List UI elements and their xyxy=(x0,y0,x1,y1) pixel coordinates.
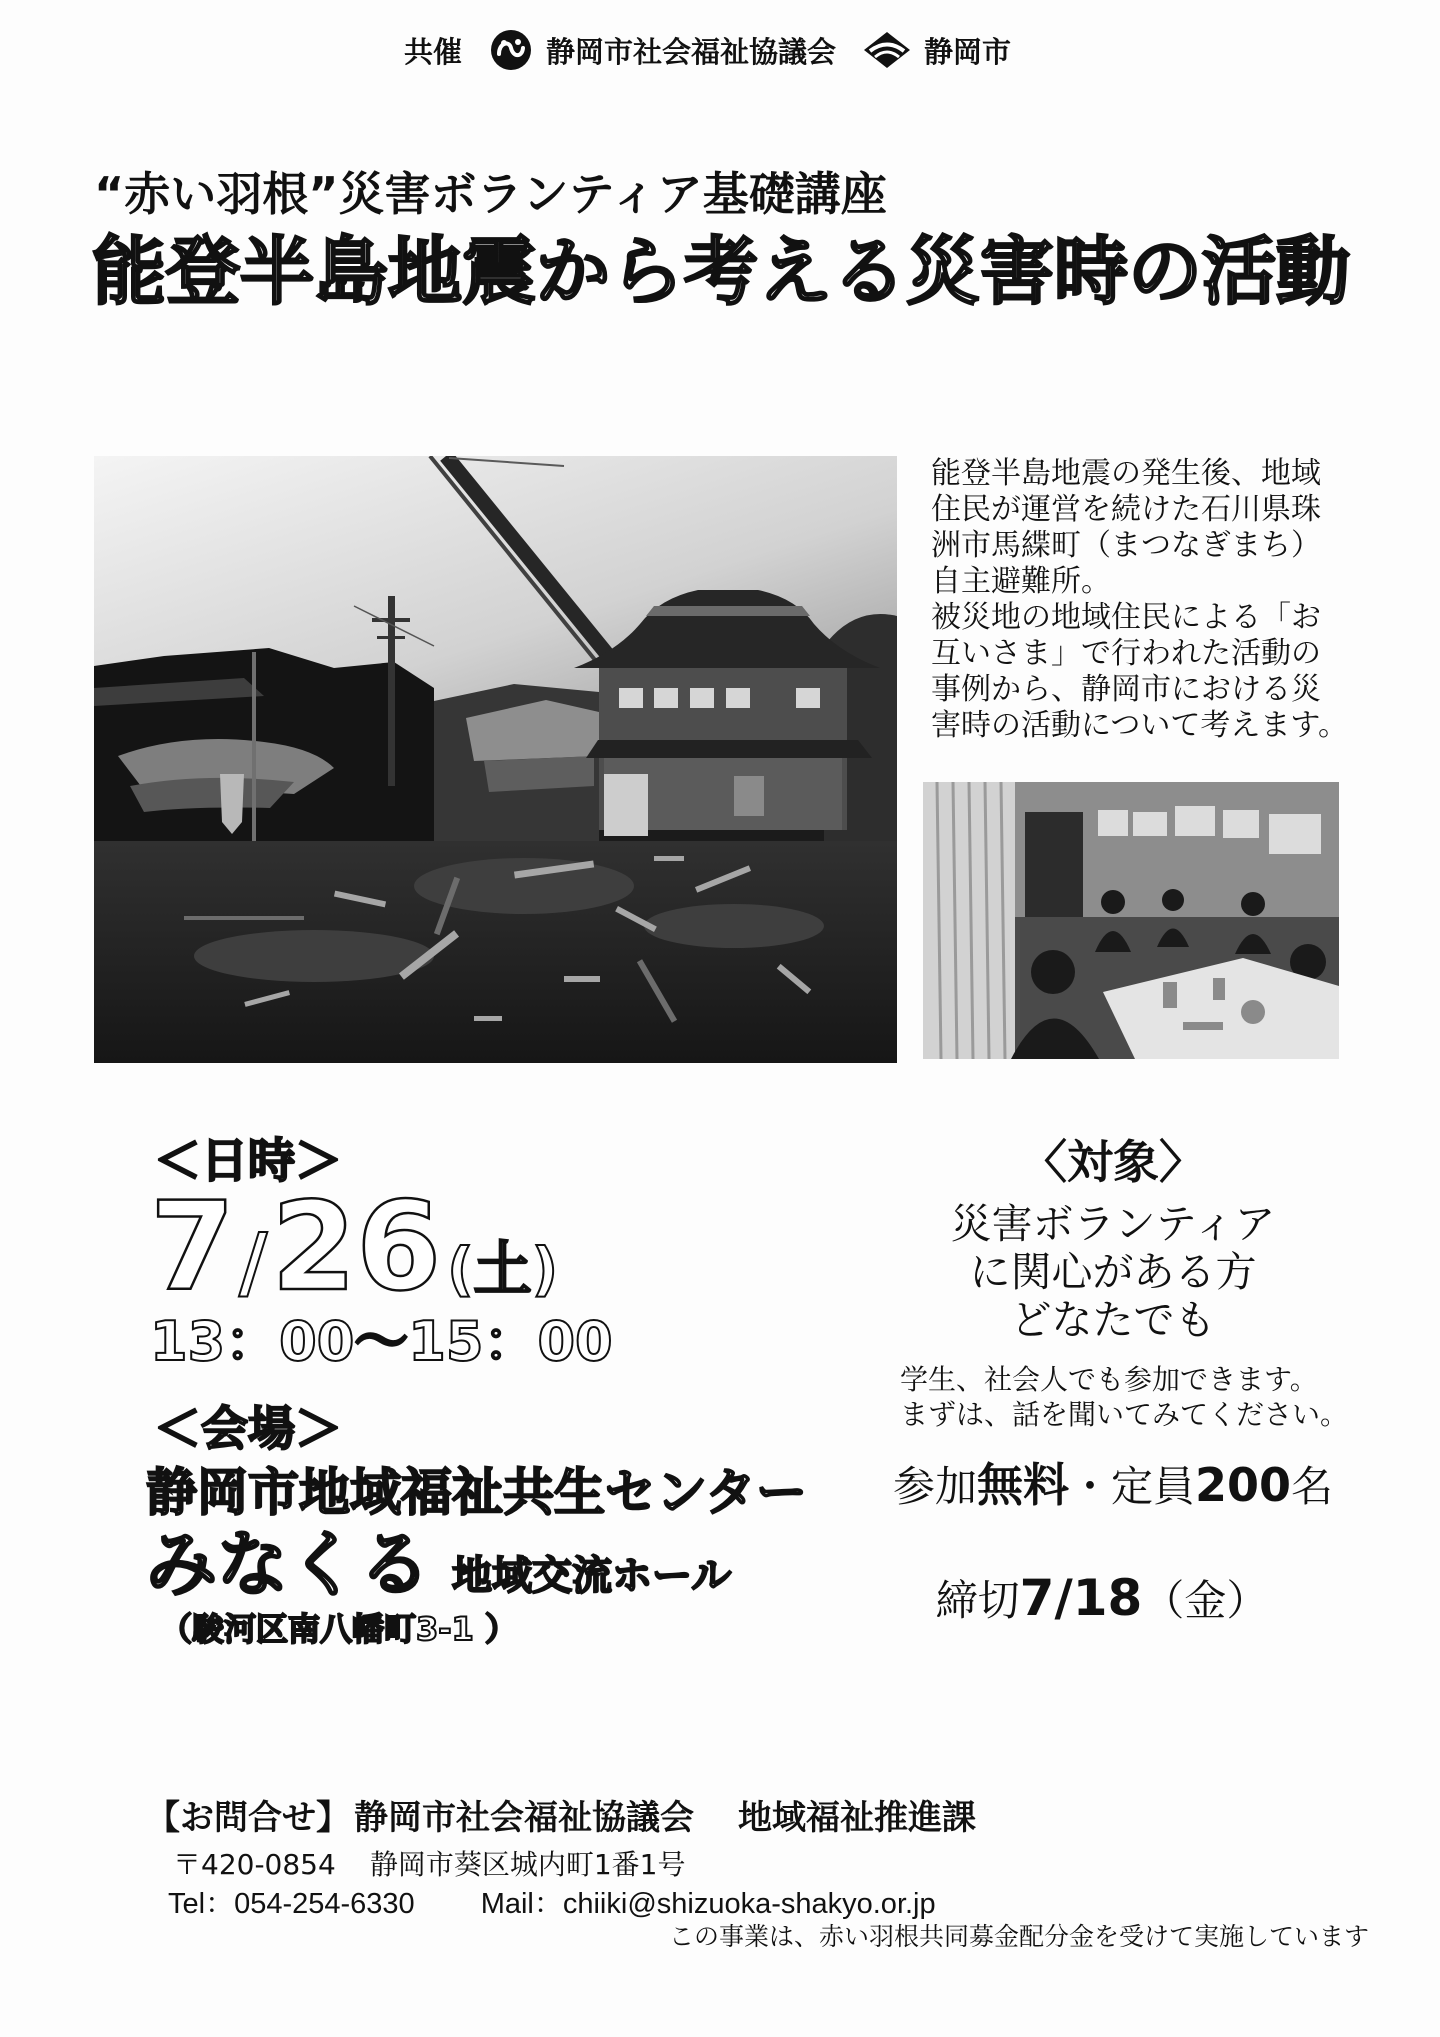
deadline xyxy=(880,1568,1324,1628)
description-line: 自主避難所。 xyxy=(931,564,1111,599)
deadline-weekday: （金） xyxy=(1142,1576,1269,1625)
capacity-value: 200 xyxy=(1194,1458,1292,1512)
series-title: “赤い羽根”災害ボランティア基礎講座 xyxy=(94,167,887,221)
shakyo-logo-icon xyxy=(490,29,532,71)
cohost-label: 共催 xyxy=(404,34,463,69)
organizer-shakyo: 静岡市社会福祉協議会 xyxy=(546,34,837,69)
mail-label: Mail： xyxy=(480,1888,563,1920)
contact-address-line xyxy=(173,1848,685,1882)
description-line: 互いさま」で行われた活動の xyxy=(931,636,1321,671)
tel-number: 054-254-6330 xyxy=(234,1888,415,1920)
event-date xyxy=(150,1176,559,1318)
cohost-header xyxy=(404,26,1011,74)
description-line: 住民が運営を続けた石川県珠 xyxy=(931,492,1321,527)
contact-heading xyxy=(146,1798,976,1839)
postal-code: 〒420-0854 xyxy=(173,1848,336,1881)
date-month: 7 xyxy=(150,1176,235,1318)
target-line: 災害ボランティア xyxy=(950,1200,1276,1248)
disaster-site-photo xyxy=(94,456,897,1063)
capacity-unit: 名 xyxy=(1291,1462,1334,1511)
shizuoka-city-emblem-icon xyxy=(862,30,912,70)
venue-address: （駿河区南八幡町3-1 ） xyxy=(160,1610,517,1648)
target-audience xyxy=(880,1200,1346,1344)
venue-name: 静岡市地域福祉共生センター xyxy=(146,1464,807,1523)
fee-capacity xyxy=(880,1458,1346,1513)
target-heading: 〈対象〉 xyxy=(1021,1135,1205,1189)
contact-address: 静岡市葵区城内町1番1号 xyxy=(369,1848,686,1881)
description-line: 害時の活動について考えます。 xyxy=(931,708,1348,743)
date-separator: / xyxy=(238,1218,268,1308)
capacity-label: ・定員 xyxy=(1068,1462,1195,1511)
venue-heading: ＜会場＞ xyxy=(154,1402,342,1457)
description-line: 被災地の地域住民による「お xyxy=(931,600,1321,635)
description-line: 事例から、静岡市における災 xyxy=(931,672,1321,707)
target-note: 学生、社会人でも参加できます。 xyxy=(900,1363,1318,1396)
contact-organization: 静岡市社会福祉協議会 xyxy=(354,1798,694,1838)
event-time: 13：00～15：00 xyxy=(150,1310,613,1373)
organizer-city: 静岡市 xyxy=(924,34,1012,69)
description-line: 洲市馬緤町（まつなぎまち） xyxy=(931,528,1321,563)
target-notes xyxy=(900,1362,1348,1432)
venue-room: 地域交流ホール xyxy=(452,1553,732,1599)
shelter-activity-photo xyxy=(923,782,1339,1059)
date-weekday: (土) xyxy=(447,1235,559,1303)
mail-address: chiiki@shizuoka-shakyo.or.jp xyxy=(562,1888,936,1920)
tel-label: Tel： xyxy=(168,1888,235,1920)
fee-value: 無料 xyxy=(976,1458,1069,1512)
deadline-date: 7/18 xyxy=(1019,1569,1143,1627)
funding-footnote: この事業は、赤い羽根共同募金配分金を受けて実施しています xyxy=(669,1922,1370,1951)
fee-label: 参加 xyxy=(892,1462,977,1511)
venue-nickname: みなくる xyxy=(146,1523,431,1606)
main-title: 能登半島地震から考える災害時の活動 xyxy=(92,229,1350,315)
target-line: に関心がある方 xyxy=(969,1248,1257,1296)
venue-nickname-row xyxy=(146,1523,732,1606)
description-line: 能登半島地震の発生後、地域 xyxy=(931,456,1321,491)
event-description xyxy=(931,456,1348,744)
date-day: 26 xyxy=(271,1176,442,1318)
target-note: まずは、話を聞いてみてください。 xyxy=(900,1398,1349,1431)
target-line: どなたでも xyxy=(1010,1296,1216,1344)
contact-label: 【お問合せ】 xyxy=(146,1798,350,1838)
contact-department: 地域福祉推進課 xyxy=(738,1798,976,1838)
datetime-heading: ＜日時＞ xyxy=(154,1134,342,1189)
contact-phone-mail xyxy=(168,1887,936,1922)
deadline-label: 締切 xyxy=(935,1576,1020,1625)
